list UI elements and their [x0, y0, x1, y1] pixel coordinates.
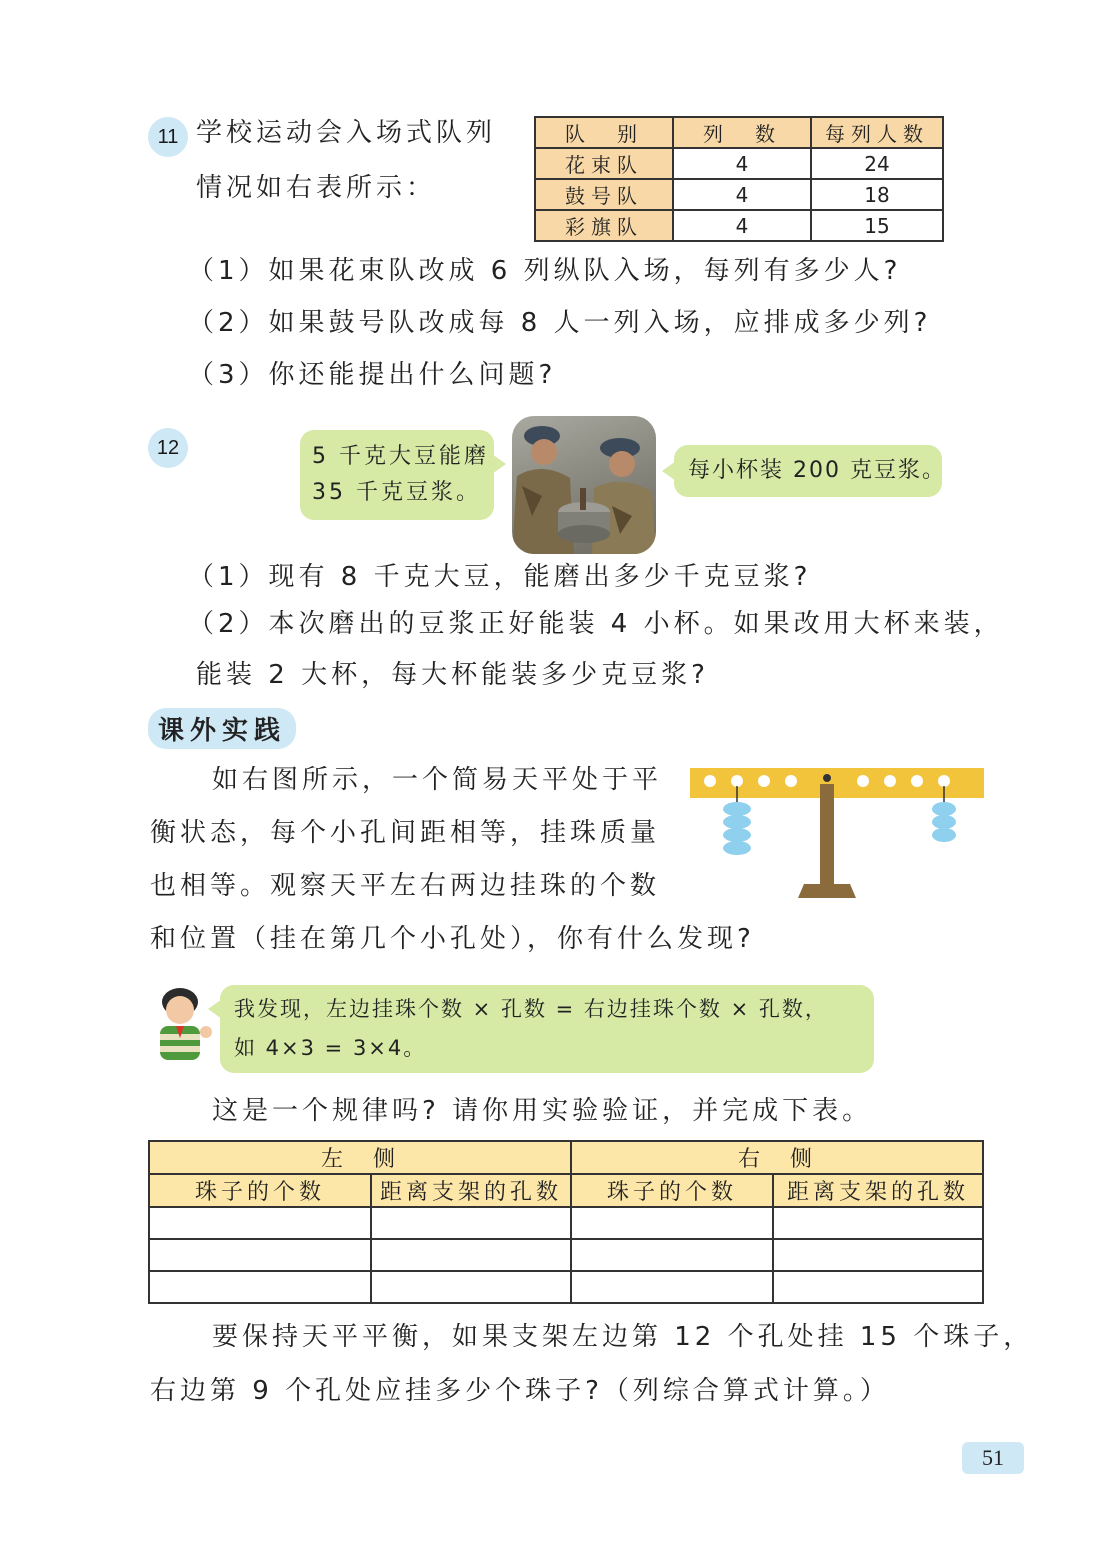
problem-11-number: 11 [148, 117, 188, 157]
empty-cell[interactable] [371, 1239, 571, 1271]
sub-header-left-holes: 距离支架的孔数 [371, 1174, 571, 1207]
right-beads [932, 802, 956, 842]
left-beads [723, 802, 751, 855]
people-per-column: 24 [811, 148, 943, 179]
bubble-left-line1: 5 千克大豆能磨 [312, 444, 489, 469]
boy-illustration [148, 984, 218, 1064]
page-number: 51 [962, 1442, 1024, 1474]
pivot-point [823, 774, 831, 782]
table-row [149, 1271, 983, 1303]
instruction-text: 这是一个规律吗? 请你用实验验证，并完成下表。 [212, 1096, 873, 1126]
problem-11-intro-line2: 情况如右表所示： [196, 173, 437, 203]
problem-11-q2: （2）如果鼓号队改成每 8 人一列入场，应排成多少列? [188, 308, 932, 338]
practice-para-line2: 衡状态，每个小孔间距相等，挂珠质量 [150, 818, 661, 848]
balance-illustration [686, 764, 986, 904]
team-name: 彩旗队 [535, 210, 673, 241]
boy-speech-bubble [220, 985, 874, 1073]
boy-avatar [148, 984, 218, 1064]
column-count: 4 [673, 148, 811, 179]
speech-bubble-left [300, 430, 494, 520]
problem-12-q2-line1: （2）本次磨出的豆浆正好能装 4 小杯。如果改用大杯来装， [188, 609, 1004, 639]
boy-bubble-line1: 我发现，左边挂珠个数 × 孔数 = 右边挂珠个数 × 孔数， [234, 997, 828, 1021]
soybean-grinding-photo [512, 416, 656, 554]
speech-bubble-right [674, 445, 946, 497]
empty-cell[interactable] [149, 1239, 371, 1271]
column-count: 4 [673, 210, 811, 241]
empty-cell[interactable] [149, 1271, 371, 1303]
sub-header-left-count: 珠子的个数 [149, 1174, 371, 1207]
final-question-line1: 要保持天平平衡，如果支架左边第 12 个孔处挂 15 个珠子， [212, 1322, 1034, 1352]
bubble-tail [662, 461, 676, 481]
problem-12-number: 12 [148, 428, 188, 468]
empty-cell[interactable] [571, 1207, 773, 1239]
empty-cell[interactable] [371, 1207, 571, 1239]
people-per-column: 18 [811, 179, 943, 210]
right-side-header: 右 侧 [571, 1141, 983, 1174]
balance-stand [820, 784, 834, 884]
people-per-column: 15 [811, 210, 943, 241]
practice-para-line3: 也相等。观察天平左右两边挂珠的个数 [150, 871, 661, 901]
empty-cell[interactable] [773, 1207, 983, 1239]
practice-para-line4: 和位置（挂在第几个小孔处），你有什么发现? [150, 924, 755, 954]
problem-11-q3: （3）你还能提出什么问题? [188, 360, 557, 390]
sub-header-right-count: 珠子的个数 [571, 1174, 773, 1207]
balance-base [798, 884, 856, 898]
balance-diagram [686, 764, 986, 904]
team-name: 花束队 [535, 148, 673, 179]
bubble-tail [208, 999, 222, 1019]
problem-11-intro-line1: 学校运动会入场式队列 [196, 118, 497, 148]
problem-12-q1: （1）现有 8 千克大豆，能磨出多少千克豆浆? [188, 562, 812, 592]
table-row [149, 1239, 983, 1271]
bubble-tail [492, 454, 506, 474]
team-table-header-2: 每列人数 [811, 117, 943, 148]
team-table-header-1: 列 数 [673, 117, 811, 148]
final-question-line2: 右边第 9 个孔处应挂多少个珠子?（列综合算式计算。） [150, 1376, 890, 1406]
empty-cell[interactable] [773, 1239, 983, 1271]
table-row [149, 1207, 983, 1239]
problem-11-q1: （1）如果花束队改成 6 列纵队入场，每列有多少人? [188, 256, 902, 286]
empty-cell[interactable] [149, 1207, 371, 1239]
team-table [534, 116, 944, 242]
left-side-header: 左 侧 [149, 1141, 571, 1174]
empty-cell[interactable] [571, 1271, 773, 1303]
empty-cell[interactable] [773, 1271, 983, 1303]
problem-12-q2-line2: 能装 2 大杯，每大杯能装多少克豆浆? [196, 660, 709, 690]
photo-illustration [512, 416, 656, 554]
section-title: 课外实践 [148, 708, 296, 749]
empty-cell[interactable] [571, 1239, 773, 1271]
table-row [535, 179, 943, 210]
practice-para-line1: 如右图所示，一个简易天平处于平 [212, 765, 663, 795]
team-table-header-0: 队 别 [535, 117, 673, 148]
team-name: 鼓号队 [535, 179, 673, 210]
boy-bubble-line2: 如 4×3 = 3×4。 [234, 1036, 427, 1060]
table-row [535, 148, 943, 179]
empty-cell[interactable] [371, 1271, 571, 1303]
bubble-right-text: 每小杯装 200 克豆浆。 [688, 458, 946, 483]
bubble-left-line2: 35 千克豆浆。 [312, 480, 481, 505]
table-row [535, 210, 943, 241]
column-count: 4 [673, 179, 811, 210]
experiment-table [148, 1140, 984, 1304]
sub-header-right-holes: 距离支架的孔数 [773, 1174, 983, 1207]
